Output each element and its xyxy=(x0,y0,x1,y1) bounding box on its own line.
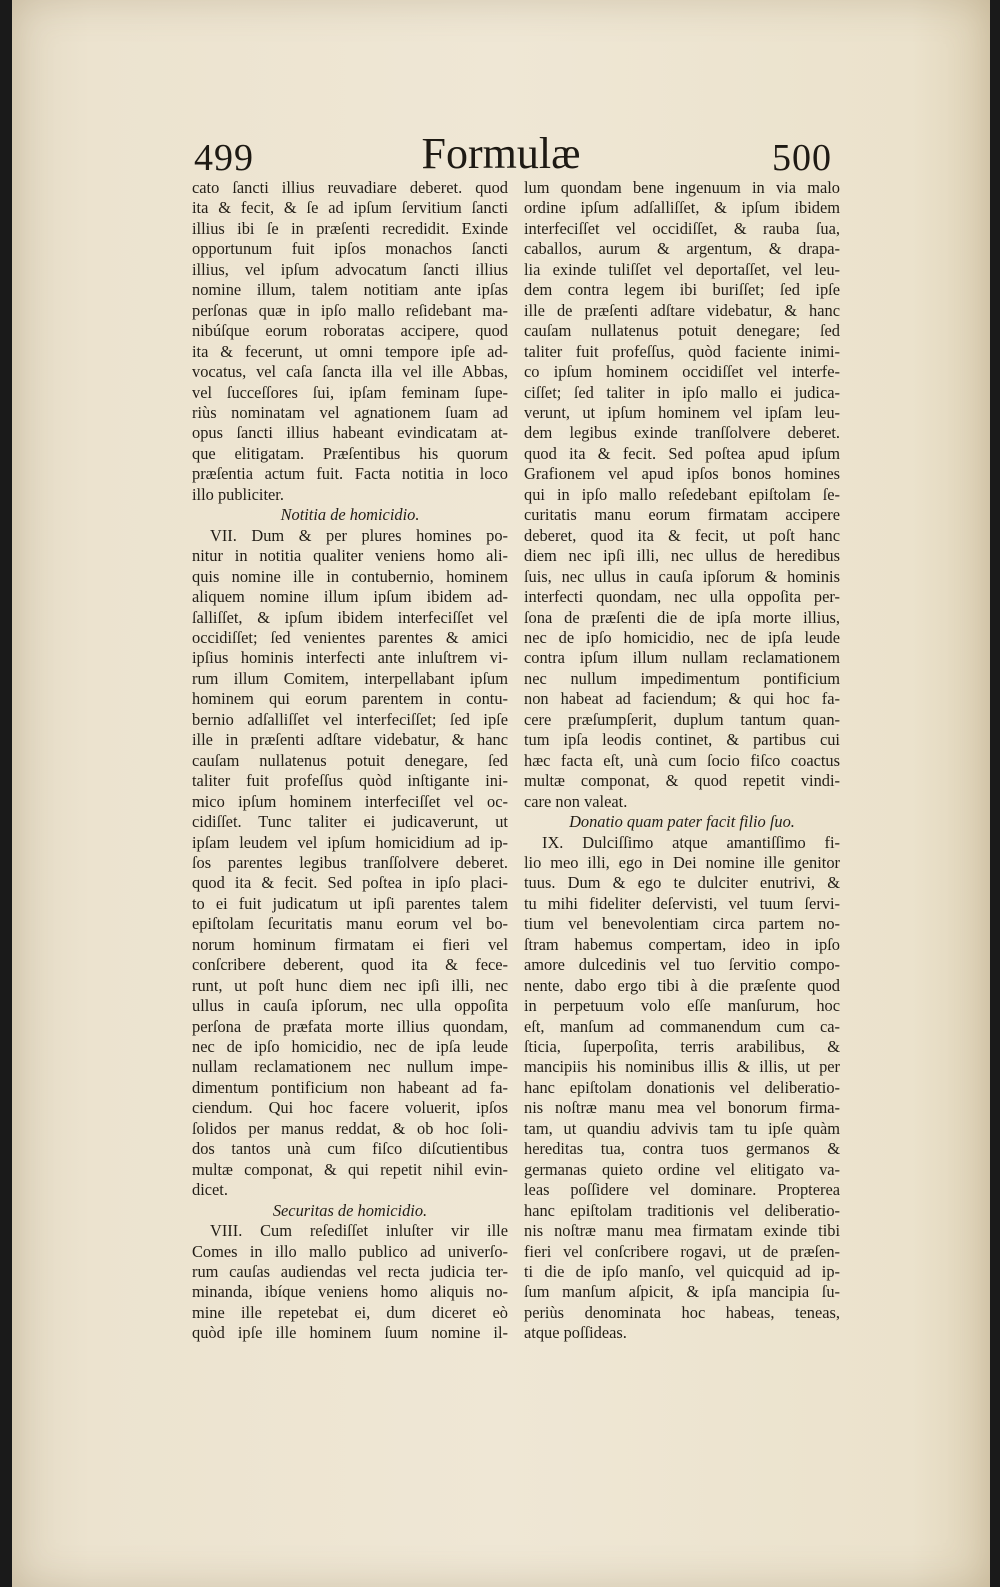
text-line: quòd ipſe ille hominem ſuum nomine il- xyxy=(192,1323,508,1343)
text-line: cere præſumpſerit, duplum tantum quan- xyxy=(524,709,840,729)
text-line: cidiſſet. Tunc taliter ei judicaverunt, ut xyxy=(192,812,508,832)
text-line: nibúſque eorum roboratas accipere, quod xyxy=(192,321,508,341)
text-line: co ipſum hominem occidiſſet vel interfe- xyxy=(524,362,840,382)
text-line: care non valeat. xyxy=(524,791,628,811)
text-line: hanc epiſtolam traditionis vel deliberatio- xyxy=(524,1200,840,1220)
text-line: epiſtolam ſecuritatis manu eorum vel bo- xyxy=(192,914,508,934)
text-line: nomine illum, talem notitiam ante ipſas xyxy=(192,280,508,300)
text-line: interfeciſſet vel occidiſſet, & rauba ſua, xyxy=(524,218,840,238)
text-line: nitur in notitia qualiter veniens homo ali- xyxy=(192,546,508,566)
text-line: illius ibi ſe in præſenti recredidit. Exinde xyxy=(192,218,508,238)
text-line: diem nec ipſi illi, nec ullus de heredibus xyxy=(524,546,840,566)
text-line: lia exinde tuliſſet vel deportaſſet, vel leu- xyxy=(524,259,840,279)
text-line: atque poſſideas. xyxy=(524,1323,627,1343)
text-line: ſona de præſenti die de ipſa morte illius, xyxy=(524,607,840,627)
text-line: rum illum Comitem, interpellabant ipſum xyxy=(192,668,508,688)
text-line: ſolidos per manus reddat, & ob hoc ſoli- xyxy=(192,1118,508,1138)
section-vii-text xyxy=(192,526,508,1201)
section-heading-securitas: Securitas de homicidio. xyxy=(272,1200,428,1220)
text-line: tum ipſa leodis continet, & partibus cui xyxy=(524,730,840,750)
text-line: aliquem nomine illum ipſum ibidem ad- xyxy=(192,587,508,607)
text-line: tu mihi fideliter deſervisti, vel tuum ſervi- xyxy=(524,893,840,913)
text-line: ſalliſſet, & ipſum ibidem interfeciſſet vel xyxy=(192,607,508,627)
text-line: fieri vel conſcribere rogavi, ut de præſen- xyxy=(524,1241,840,1261)
text-line: ille de præſenti adſtare videbatur, & hanc xyxy=(524,300,840,320)
text-line: perſonas quæ in ipſo mallo reſidebant ma- xyxy=(192,300,508,320)
text-line: ſtram habemus compertam, ideo in ipſo xyxy=(524,934,840,954)
text-line: nec de ipſo homicidio, nec de ipſa leude xyxy=(192,1037,508,1057)
text-line: cauſam nullatenus potuit denegare, ſed xyxy=(192,750,508,770)
text-line: VII. Dum & per plures homines po- xyxy=(210,525,508,545)
text-line: ſticia, ſuperpoſita, terris arabilibus, & xyxy=(524,1037,840,1057)
text-line: bernio adſalliſſet vel interfeciſſet; ſed ipſe xyxy=(192,709,508,729)
text-line: multæ componat, & quod repetit vindi- xyxy=(524,771,840,791)
text-line: tam, ut quandiu advivis tam tu ipſe quàm xyxy=(524,1118,840,1138)
text-line: ciendum. Qui hoc facere voluerit, ipſos xyxy=(192,1098,508,1118)
text-line: ordine ipſum adſalliſſet, & ipſum ibidem xyxy=(524,198,840,218)
text-line: ſos parentes legibus tranſſolvere deberet. xyxy=(192,852,508,872)
text-line: ille in præſenti adſtare videbatur, & hanc xyxy=(192,730,508,750)
text-line: ſum manſum aſpicit, & ipſa mancipia ſu- xyxy=(524,1282,840,1302)
text-line: tium vel benevolentiam circa partem no- xyxy=(524,914,840,934)
text-line: lio meo illi, ego in Dei nomine ille genitor xyxy=(524,852,840,872)
text-line: multæ componat, & qui repetit nihil evin- xyxy=(192,1159,508,1179)
text-line: hæc facta eſt, unà cum ſocio fiſco coactus xyxy=(524,750,840,770)
text-line: taliter fuit profeſſus quòd inſtigante ini- xyxy=(192,771,508,791)
text-line: cato ſancti illius reuvadiare deberet. quod xyxy=(192,178,508,197)
text-line: norum hominum firmatam ei fieri vel xyxy=(192,934,508,954)
text-line: dem contra legem ibi buriſſet; ſed ipſe xyxy=(524,280,840,300)
text-line: opus ſancti illius habeant evindicatam at- xyxy=(192,423,508,443)
text-line: ita & fecerunt, ut omni tempore ipſe ad- xyxy=(192,341,508,361)
text-line: ipſius hominis interfecti ante inluſtrem vi- xyxy=(192,648,508,668)
left-column xyxy=(192,178,508,1344)
text-line: mine ille repetebat ei, dum diceret eò xyxy=(192,1302,508,1322)
text-line: minanda, ibíque veniens homo aliquis no- xyxy=(192,1282,508,1302)
text-line: hanc epiſtolam donationis vel deliberatio- xyxy=(524,1077,840,1097)
text-line: quod ita & fecit. Sed poſtea in ipſo placi- xyxy=(192,873,508,893)
text-line: interfecti quondam, nec ulla oppoſita per- xyxy=(524,587,840,607)
left-page-number: 499 xyxy=(194,137,254,179)
text-line: dem legibus exinde tranſſolvere deberet. xyxy=(524,423,840,443)
text-line: periùs denominata hoc habeas, teneas, xyxy=(524,1302,840,1322)
text-line: eſt, manſum ad commanendum cum ca- xyxy=(524,1016,840,1036)
text-line: conſcribere deberent, quod ita & fece- xyxy=(192,955,508,975)
section-heading-donatio: Donatio quam pater facit filio ſuo. xyxy=(569,812,795,832)
text-line: runt, ut poſt hunc diem nec ipſi illi, nec xyxy=(192,975,508,995)
left-intro-text xyxy=(192,178,508,505)
text-line: nec de ipſo homicidio, nec de ipſa leude xyxy=(524,627,840,647)
text-line: vocatus, vel caſa ſancta illa vel ille Abbas, xyxy=(192,362,508,382)
text-line: mico ipſum hominem interfeciſſet vel oc- xyxy=(192,791,508,811)
text-line: occidiſſet; ſed venientes parentes & amici xyxy=(192,627,508,647)
text-line: quis nomine ille in contubernio, hominem xyxy=(192,566,508,586)
text-line: vel ſucceſſores ſui, ipſam feminam ſupe- xyxy=(192,382,508,402)
book-page xyxy=(12,0,990,1587)
text-line: taliter fuit profeſſus, quòd faciente inimi- xyxy=(524,341,840,361)
text-line: IX. Dulciſſimo atque amantiſſimo fi- xyxy=(542,832,840,852)
text-line: riùs nominatam vel agnationem ſuam ad xyxy=(192,402,508,422)
text-line: ti die de ipſo manſo, vel quicquid ad ip- xyxy=(524,1262,840,1282)
text-line: ita & fecit, & ſe ad ipſum ſervitium ſancti xyxy=(192,198,508,218)
text-line: germanas quieto ordine vel elitigato va- xyxy=(524,1159,840,1179)
text-line: perſona de præfata morte illius quondam, xyxy=(192,1016,508,1036)
text-line: amore dulcedinis vel tuo ſervitio compo- xyxy=(524,955,840,975)
text-line: in perpetuum volo eſſe manſurum, hoc xyxy=(524,996,840,1016)
text-line: præſentia actum fuit. Facta notitia in loco xyxy=(192,464,508,484)
right-page-number: 500 xyxy=(772,137,832,179)
text-line: verunt, ut ipſum hominem vel ipſam leu- xyxy=(524,402,840,422)
text-line: ciſſet; ſed taliter in ipſo mallo ei judica- xyxy=(524,382,840,402)
text-line: hereditas tua, contra tuos germanos & xyxy=(524,1139,840,1159)
text-line: rum cauſas audiendas vel recta judicia ter- xyxy=(192,1262,508,1282)
text-line: curitatis manu eorum firmatam accipere xyxy=(524,505,840,525)
text-line: Comes in illo mallo publico ad univerſo- xyxy=(192,1241,508,1261)
text-line: hominem qui eorum parentem in contu- xyxy=(192,689,508,709)
text-line: illius, vel ipſum advocatum ſancti illius xyxy=(192,259,508,279)
text-line: nis noſtræ manu mea firmatam exinde tibi xyxy=(524,1221,840,1241)
text-line: dimentum pontificium non habeant ad fa- xyxy=(192,1077,508,1097)
section-ix-text xyxy=(524,833,840,1344)
text-line: contra ipſum illum nullam reclamationem xyxy=(524,648,840,668)
text-line: to ei fuit judicatum ut ipſi parentes talem xyxy=(192,893,508,913)
text-line: tuus. Dum & ego te dulciter enutrivi, & xyxy=(524,873,840,893)
text-line: nente, dabo ergo tibi à die præſente quod xyxy=(524,975,840,995)
text-line: deberet, quod ita & fecit, ut poſt hanc xyxy=(524,525,840,545)
section-viii-text xyxy=(192,1221,508,1344)
text-line: Grafionem vel apud ipſos bonos homines xyxy=(524,464,840,484)
right-column xyxy=(524,178,840,1344)
text-line: quod ita & fecit. Sed poſtea apud ipſum xyxy=(524,443,840,463)
running-title: Formulæ xyxy=(421,129,581,178)
text-line: ipſam leudem vel ipſum homicidium ad ip- xyxy=(192,832,508,852)
text-line: cauſam nullatenus potuit denegare; ſed xyxy=(524,321,840,341)
text-line: qui in ipſo mallo reſedebant epiſtolam ſe- xyxy=(524,484,840,504)
text-line: opportunum fuit ipſos monachos ſancti xyxy=(192,239,508,259)
text-line: mancipiis his nominibus illis & illis, ut per xyxy=(524,1057,840,1077)
text-line: que elitigatam. Præſentibus his quorum xyxy=(192,443,508,463)
text-line: caballos, aurum & argentum, & drapa- xyxy=(524,239,840,259)
text-line: ullus in cauſa ipſorum, nec ulla oppoſita xyxy=(192,996,508,1016)
text-line: nis noſtræ manu mea vel bonorum firma- xyxy=(524,1098,840,1118)
text-line: leas poſſidere vel dominare. Propterea xyxy=(524,1180,840,1200)
text-line: nullam reclamationem nec nullum impe- xyxy=(192,1057,508,1077)
text-line: dos tantos unà cum fiſco diſcutientibus xyxy=(192,1139,508,1159)
text-line: dicet. xyxy=(192,1180,228,1200)
section-heading-notitia: Notitia de homicidio. xyxy=(280,505,420,525)
text-line: ſuis, nec ullus in cauſa ipſorum & hominis xyxy=(524,566,840,586)
text-line: VIII. Cum reſediſſet inluſter vir ille xyxy=(210,1221,508,1241)
text-line: lum quondam bene ingenuum in via malo xyxy=(524,178,840,197)
right-continuation-text xyxy=(524,178,840,812)
text-line: non habeat ad faciendum; & qui hoc fa- xyxy=(524,689,840,709)
text-line: illo publiciter. xyxy=(192,484,284,504)
text-line: nec nullum impedimentum pontificium xyxy=(524,668,840,688)
